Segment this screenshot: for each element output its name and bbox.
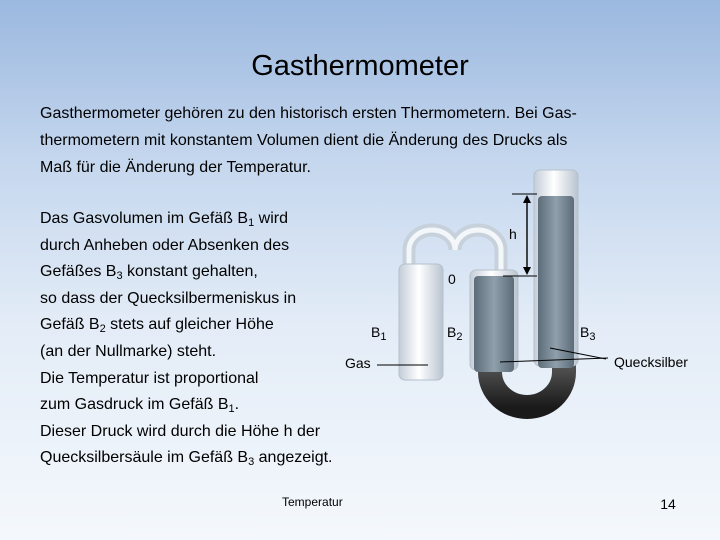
- text-line: Quecksilbersäule im Gefäß $B_3$ angezeigt.: [40, 449, 333, 469]
- vessel-b1-gas: [399, 264, 443, 380]
- height-arrow-head-down: [523, 267, 531, 275]
- height-arrow-head-up: [523, 195, 531, 203]
- text-line: Gefäßes $B_3$ konstant gehalten,: [40, 263, 258, 283]
- vessel-b3-mercury: [538, 196, 574, 368]
- text-line: Dieser Druck wird durch die Höhe h der: [40, 422, 321, 440]
- label-b3: $B_3$: [580, 324, 596, 343]
- vessel-b2-mercury: [474, 276, 514, 372]
- intro-line: Maß für die Änderung der Temperatur.: [40, 159, 311, 176]
- text-line: (an der Nullmarke) steht.: [40, 342, 217, 360]
- intro-line: thermometern mit konstantem Volumen dient die Änderung des Drucks als: [40, 132, 568, 149]
- footer-label: Temperatur: [282, 495, 343, 509]
- label-height: h: [509, 226, 517, 242]
- label-gas: Gas: [345, 355, 371, 371]
- label-zero-mark: 0: [448, 271, 456, 287]
- slide-title: Gasthermometer: [251, 50, 469, 82]
- intro-line: Gasthermometer gehören zu den historisch ersten Thermometern. Bei Gas-: [40, 105, 577, 122]
- text-line: Gefäß $B_2$ stets auf gleicher Höhe: [40, 316, 274, 336]
- text-line: so dass der Quecksilbermeniskus in: [40, 289, 297, 307]
- label-mercury: Quecksilber: [614, 354, 688, 370]
- text-line: zum Gasdruck im Gefäß $B_1$.: [40, 396, 240, 416]
- text-line: Das Gasvolumen im Gefäß $B_1$ wird: [40, 210, 288, 229]
- text-line: Die Temperatur ist proportional: [40, 369, 259, 387]
- text-line: durch Anheben oder Absenken des: [40, 236, 290, 254]
- label-b2: $B_2$: [447, 324, 463, 343]
- label-b1: $B_1$: [371, 324, 387, 343]
- page-number: 14: [660, 496, 676, 512]
